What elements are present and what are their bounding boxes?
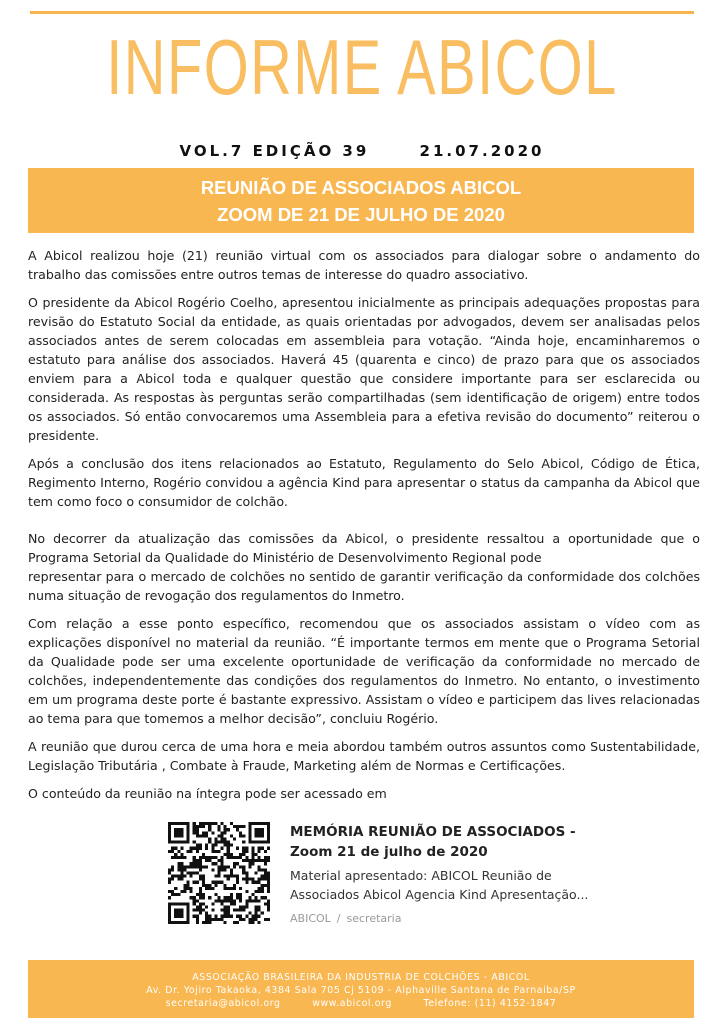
memoria-desc-line-1: Material apresentado: ABICOL Reunião de [290,868,552,883]
footer [28,960,694,1018]
issue-line [0,142,724,160]
headline-line-2: ZOOM DE 21 DE JULHO DE 2020 [217,204,505,225]
memoria-folder: secretaria [346,912,402,925]
qr-code-icon[interactable] [168,822,270,924]
footer-contacts [28,998,694,1009]
memoria-meta [290,912,610,925]
article-paragraph: representar para o mercado de colchões no sentido de garantir verificação da conformidade dos colchões numa situação de revogação dos regulamentos do Inmetro. [28,569,700,603]
volume-label: VOL.7 [179,142,245,160]
footer-org: ASSOCIAÇÃO BRASILEIRA DA INDUSTRIA DE COLCHÕES - ABICOL [192,972,530,983]
issue-date: 21.07.2020 [419,142,545,160]
footer-website[interactable]: www.abicol.org [312,998,392,1009]
article-paragraph: A Abicol realizou hoje (21) reunião virtual com os associados para dialogar sobre o andamento do trabalho das comissões entre outros temas de interesse do quadro associativo. [28,248,700,282]
memoria-link-card[interactable] [168,822,608,928]
article-paragraph: Com relação a esse ponto específico, recomendou que os associados assistam o vídeo com as explicações disponível no material da reunião. “É importante termos em mente que o Programa Setorial da Qualidade pode ser uma excelente oportunidade de verificação da conformidade no mercado de colchões, independentemente das condições dos regulamentos do Inmetro. No entanto, o investimento em um programa deste porte é bastante expressivo. Assistam o vídeo e participem das lives relacionadas ao tema para que tomemos a melhor decisão”, concluiu Rogério. [28,616,700,726]
footer-phone: Telefone: (11) 4152-1847 [423,998,557,1009]
memoria-title-line-2[interactable]: Zoom 21 de julho de 2020 [290,844,488,860]
memoria-separator: / [336,912,341,925]
article-paragraph: Após a conclusão dos itens relacionados ao Estatuto, Regulamento do Selo Abicol, Código de Ética, Regimento Interno, Rogério convidou a agência Kind para apresentar o status da campanha da Abicol que tem como foco o consumidor de colchão. [28,456,700,509]
article-paragraph: A reunião que durou cerca de uma hora e meia abordou também outros assuntos como Sustentabilidade, Legislação Tributária , Combate à Fraude, Marketing além de Normas e Certificações. [28,739,700,773]
masthead-title: INFORME ABICOL [106,23,618,111]
qr-code-modules [168,822,270,924]
memoria-title[interactable] [290,822,610,862]
top-rule [30,11,694,14]
memoria-title-line-1[interactable]: MEMÓRIA REUNIÃO DE ASSOCIADOS - [290,824,576,840]
footer-email[interactable]: secretaria@abicol.org [165,998,281,1009]
article-paragraph: O presidente da Abicol Rogério Coelho, apresentou inicialmente as principais adequações propostas para revisão do Estatuto Social da entidade, as quais orientadas por advogados, devem ser analisadas pelos associados antes de serem colocadas em assembleia para votação. “Ainda hoje, encaminharemos o estatuto para análise dos associados. Haverá 45 (quarenta e cinco) de prazo para que os associados enviem para a Abicol toda e qualquer questão que considere importante para ser esclarecida ou considerada. As respostas às perguntas serão compartilhadas (sem identificação de origem) entre todos os associados. Só então convocaremos uma Assembleia para a efetiva revisão do documento” reiterou o presidente. [28,295,700,443]
headline-line-1: REUNIÃO DE ASSOCIADOS ABICOL [200,177,522,198]
memoria-owner: ABICOL [290,912,331,925]
memoria-description [290,866,610,904]
edition-label: EDIÇÃO 39 [252,142,370,160]
article-paragraph: No decorrer da atualização das comissões da Abicol, o presidente ressaltou a oportunidade que o Programa Setorial da Qualidade do Ministério de Desenvolvimento Regional pode [28,531,700,565]
memoria-desc-line-2: Associados Abicol Agencia Kind Apresentação... [290,887,589,902]
article-paragraph: O conteúdo da reunião na íntegra pode ser acessado em [28,786,387,801]
article-body [28,246,700,812]
footer-address: Av. Dr. Yojiro Takaoka, 4384 Sala 705 Cj 5109 - Alphaville Santana de Parnaiba/SP [146,985,576,996]
headline-banner [28,168,694,233]
